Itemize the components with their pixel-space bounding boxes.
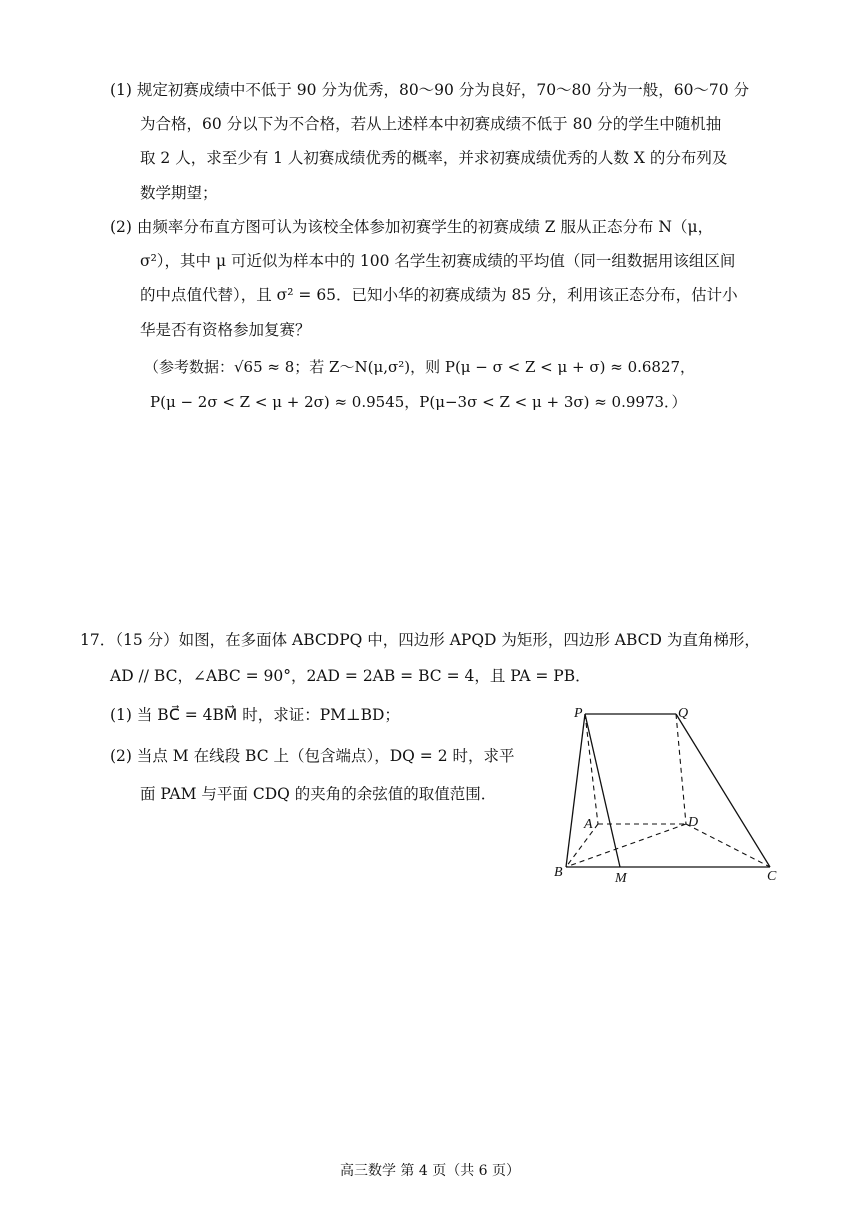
q16-reference-line2: P(μ − 2σ < Z < μ + 2σ) ≈ 0.9545，P(μ−3σ < Z < μ + 3σ) ≈ 0.9973．） xyxy=(150,393,687,411)
label-M: M xyxy=(615,871,627,886)
q17-part2-line1: (2) 当点 M 在线段 BC 上（包含端点），DQ = 2 时，求平 xyxy=(110,747,515,765)
q16-part1-line4: 数学期望； xyxy=(140,184,218,202)
polyhedron-figure xyxy=(548,700,788,890)
edge-PB xyxy=(566,714,585,867)
label-D: D xyxy=(688,815,699,830)
q17-stem-line2: AD // BC，∠ABC = 90°，2AD = 2AB = BC = 4，且 PA = PB． xyxy=(110,667,591,685)
q16-part1-line2: 为合格，60 分以下为不合格，若从上述样本中初赛成绩不低于 80 分的学生中随机抽 xyxy=(140,115,722,133)
q17-stem-line1: 17．（15 分）如图，在多面体 ABCDPQ 中，四边形 APQD 为矩形，四边形 ABCD 为直角梯形， xyxy=(80,631,760,649)
label-P: P xyxy=(574,706,583,721)
q17-part2-line2: 面 PAM 与平面 CDQ 的夹角的余弦值的取值范围． xyxy=(140,785,497,803)
label-Q: Q xyxy=(678,706,689,721)
label-C: C xyxy=(767,869,777,884)
q16-part2-line1: (2) 由频率分布直方图可认为该校全体参加初赛学生的初赛成绩 Z 服从正态分布 N（μ， xyxy=(110,218,714,236)
q16-part1-line1: (1) 规定初赛成绩中不低于 90 分为优秀，80～90 分为良好，70～80 分为一般，60～70 分 xyxy=(110,81,750,99)
label-B: B xyxy=(554,865,563,880)
edge-QD xyxy=(676,714,686,824)
q16-reference-line1: （参考数据：√65 ≈ 8；若 Z～N(μ,σ²)，则 P(μ − σ < Z < μ + σ) ≈ 0.6827， xyxy=(144,358,696,376)
q16-part1-line3: 取 2 人，求至少有 1 人初赛成绩优秀的概率，并求初赛成绩优秀的人数 X 的分布列及 xyxy=(140,149,728,167)
edge-QC xyxy=(676,714,770,867)
q16-part2-line2: σ²），其中 μ 可近似为样本中的 100 名学生初赛成绩的平均值（同一组数据用该组区间 xyxy=(140,252,736,270)
q16-part2-line4: 华是否有资格参加复赛？ xyxy=(140,321,311,339)
q16-part2-line3: 的中点值代替），且 σ² = 65．已知小华的初赛成绩为 85 分，利用该正态分布，估计小 xyxy=(140,286,738,304)
q17-part1: (1) 当 BC⃗ = 4BM⃗ 时，求证：PM⊥BD； xyxy=(110,706,400,724)
edge-PA xyxy=(585,714,598,824)
page-footer: 高三数学 第 4 页（共 6 页） xyxy=(339,1163,521,1179)
edge-PM xyxy=(585,714,620,867)
label-A: A xyxy=(584,817,593,832)
